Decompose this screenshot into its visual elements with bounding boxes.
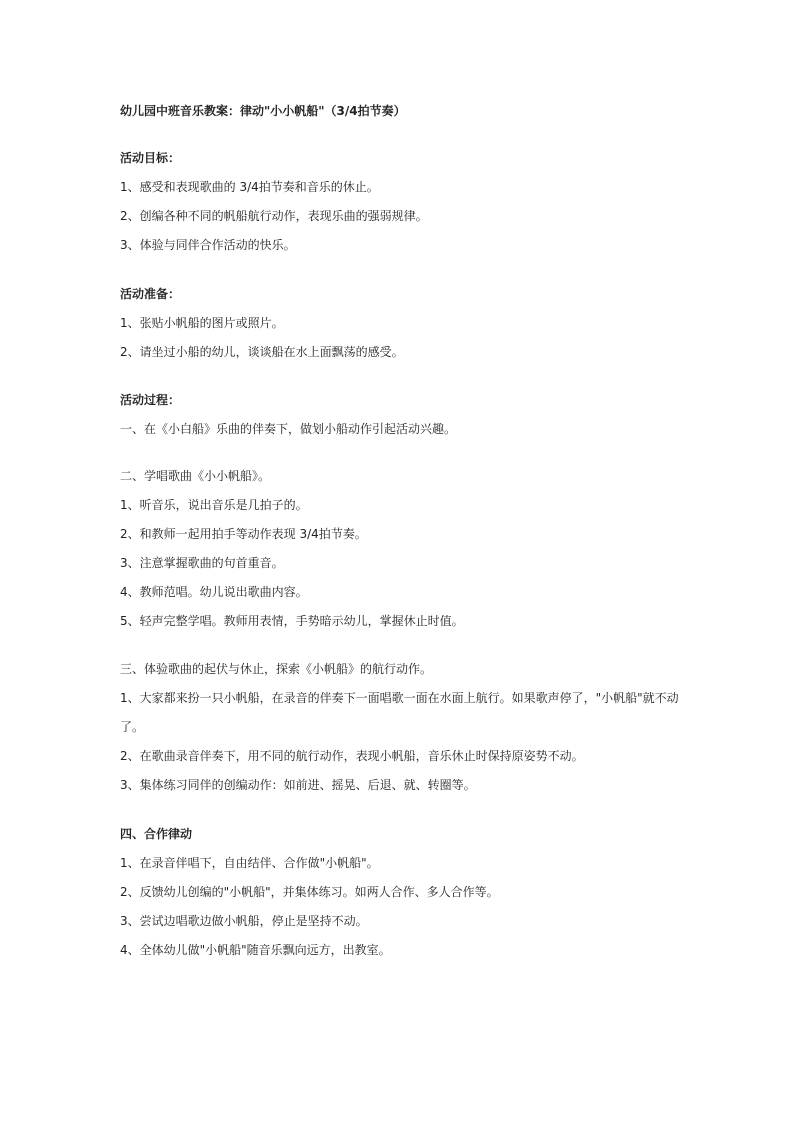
goals-heading: 活动目标： xyxy=(120,151,181,165)
process-step-4-title: 四、合作律动 xyxy=(120,827,193,841)
process-step-4-item: 3、尝试边唱歌边做小帆船，停止是坚持不动。 xyxy=(120,914,368,928)
goal-item: 3、体验与同伴合作活动的快乐。 xyxy=(120,238,296,252)
goal-item: 1、感受和表现歌曲的 3/4拍节奏和音乐的休止。 xyxy=(120,180,379,194)
process-step-2-item: 2、和教师一起用拍手等动作表现 3/4拍节奏。 xyxy=(120,527,367,541)
process-step-3-title: 三、体验歌曲的起伏与休止，探索《小帆船》的航行动作。 xyxy=(120,662,433,676)
process-step-3-item-continued: 了。 xyxy=(120,720,145,734)
prep-item: 2、请坐过小船的幼儿，谈谈船在水上面飘荡的感受。 xyxy=(120,345,404,359)
process-step-2-item: 4、教师范唱。幼儿说出歌曲内容。 xyxy=(120,585,308,599)
process-step-2-item: 5、轻声完整学唱。教师用表情，手势暗示幼儿，掌握休止时值。 xyxy=(120,614,464,628)
process-step-2-item: 1、听音乐，说出音乐是几拍子的。 xyxy=(120,498,308,512)
process-step-3-item: 1、大家都来扮一只小帆船，在录音的伴奏下一面唱歌一面在水面上航行。如果歌声停了，"小帆船"就不动 xyxy=(120,691,679,705)
process-step-1: 一、在《小白船》乐曲的伴奏下，做划小船动作引起活动兴趣。 xyxy=(120,422,457,436)
process-step-3-item: 2、在歌曲录音伴奏下，用不同的航行动作，表现小帆船，音乐休止时保持原姿势不动。 xyxy=(120,749,584,763)
process-step-2-title: 二、学唱歌曲《小小帆船》。 xyxy=(120,469,271,483)
goal-item: 2、创编各种不同的帆船航行动作，表现乐曲的强弱规律。 xyxy=(120,209,428,223)
process-step-3-item: 3、集体练习同伴的创编动作：如前进、摇晃、后退、就、转圈等。 xyxy=(120,778,476,792)
process-step-4-item: 2、反馈幼儿创编的"小帆船"，并集体练习。如两人合作、多人合作等。 xyxy=(120,885,499,899)
process-step-2-item: 3、注意掌握歌曲的句首重音。 xyxy=(120,556,284,570)
process-step-4-item: 1、在录音伴唱下，自由结伴、合作做"小帆船"。 xyxy=(120,856,379,870)
process-heading: 活动过程： xyxy=(120,393,181,407)
process-step-4-item: 4、全体幼儿做"小帆船"随音乐飘向远方，出教室。 xyxy=(120,943,391,957)
document-title: 幼儿园中班音乐教案：律动"小小帆船"（3/4拍节奏） xyxy=(120,104,406,118)
prep-heading: 活动准备： xyxy=(120,287,181,301)
prep-item: 1、张贴小帆船的图片或照片。 xyxy=(120,316,284,330)
